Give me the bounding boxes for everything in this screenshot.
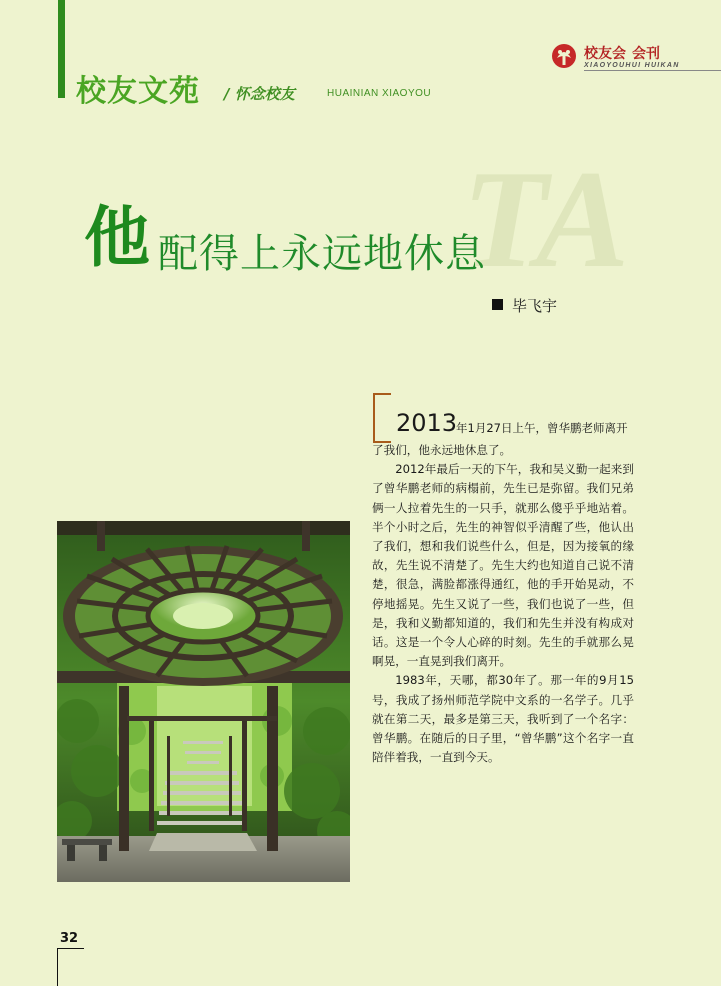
author-bullet	[492, 299, 503, 310]
article-paragraph: 2012年最后一天的下午，我和吴义勤一起来到了曾华鹏老师的病榻前，先生已是弥留。我们兄弟俩一人拉着先生的一只手，就那么傻乎乎地站着。半个小时之后，先生的神智似乎清醒了些，他认出了我们，想和我们说些什么，但是，因为接氧的缘故，先生说不清楚了。先生大约也知道自己说不清楚，很急，满脸都涨得通红，他的手开始晃动，不停地摇晃。先生又说了一些，我们也说了一些，但是，我和义勤都知道的，我们和先生并没有构成对话。这是一个令人心碎的时刻。先生的手就那么晃啊晃，一直晃到我们离开。	[372, 462, 634, 669]
page-number-rule-vertical	[57, 948, 58, 986]
logo-org-name: 校友会	[584, 46, 626, 62]
drop-cap-year: 2013	[396, 409, 458, 437]
section-subtitle: / 怀念校友	[224, 85, 295, 103]
article-paragraph: 了我们，他永远地休息了。	[372, 443, 512, 457]
drop-cap-bracket	[373, 393, 391, 443]
header-rule	[584, 70, 721, 71]
page-number: 32	[60, 931, 79, 946]
section-pinyin: HUAINIAN XIAOYOU	[327, 88, 432, 99]
left-accent-bar	[58, 0, 65, 98]
author-name: 毕飞宇	[512, 297, 558, 315]
pergola-walkway-photo	[57, 521, 350, 882]
title-first-char: 他	[84, 198, 150, 276]
page-number-rule	[57, 948, 84, 949]
logo-journal-label: 会刊	[632, 46, 660, 62]
alumni-association-logo-icon	[551, 43, 577, 69]
article-first-line: 年1月27日上午，曾华鹏老师离开	[456, 421, 628, 435]
article-paragraph: 1983年，天哪，都30年了。那一年的9月15号，我成了扬州师范学院中文系的一名学子。几乎就在第二天，最多是第三天，我听到了一个名字：曾华鹏。在随后的日子里，“曾华鹏”这个名字一直陪伴着我，一直到今天。	[372, 673, 634, 765]
article-title: 配得上永远地休息	[158, 231, 486, 277]
section-title: 校友文苑	[76, 74, 200, 109]
logo-pinyin: XIAOYOUHUI HUIKAN	[584, 62, 680, 69]
watermark-text: TA	[462, 142, 626, 297]
article-body	[372, 441, 634, 767]
